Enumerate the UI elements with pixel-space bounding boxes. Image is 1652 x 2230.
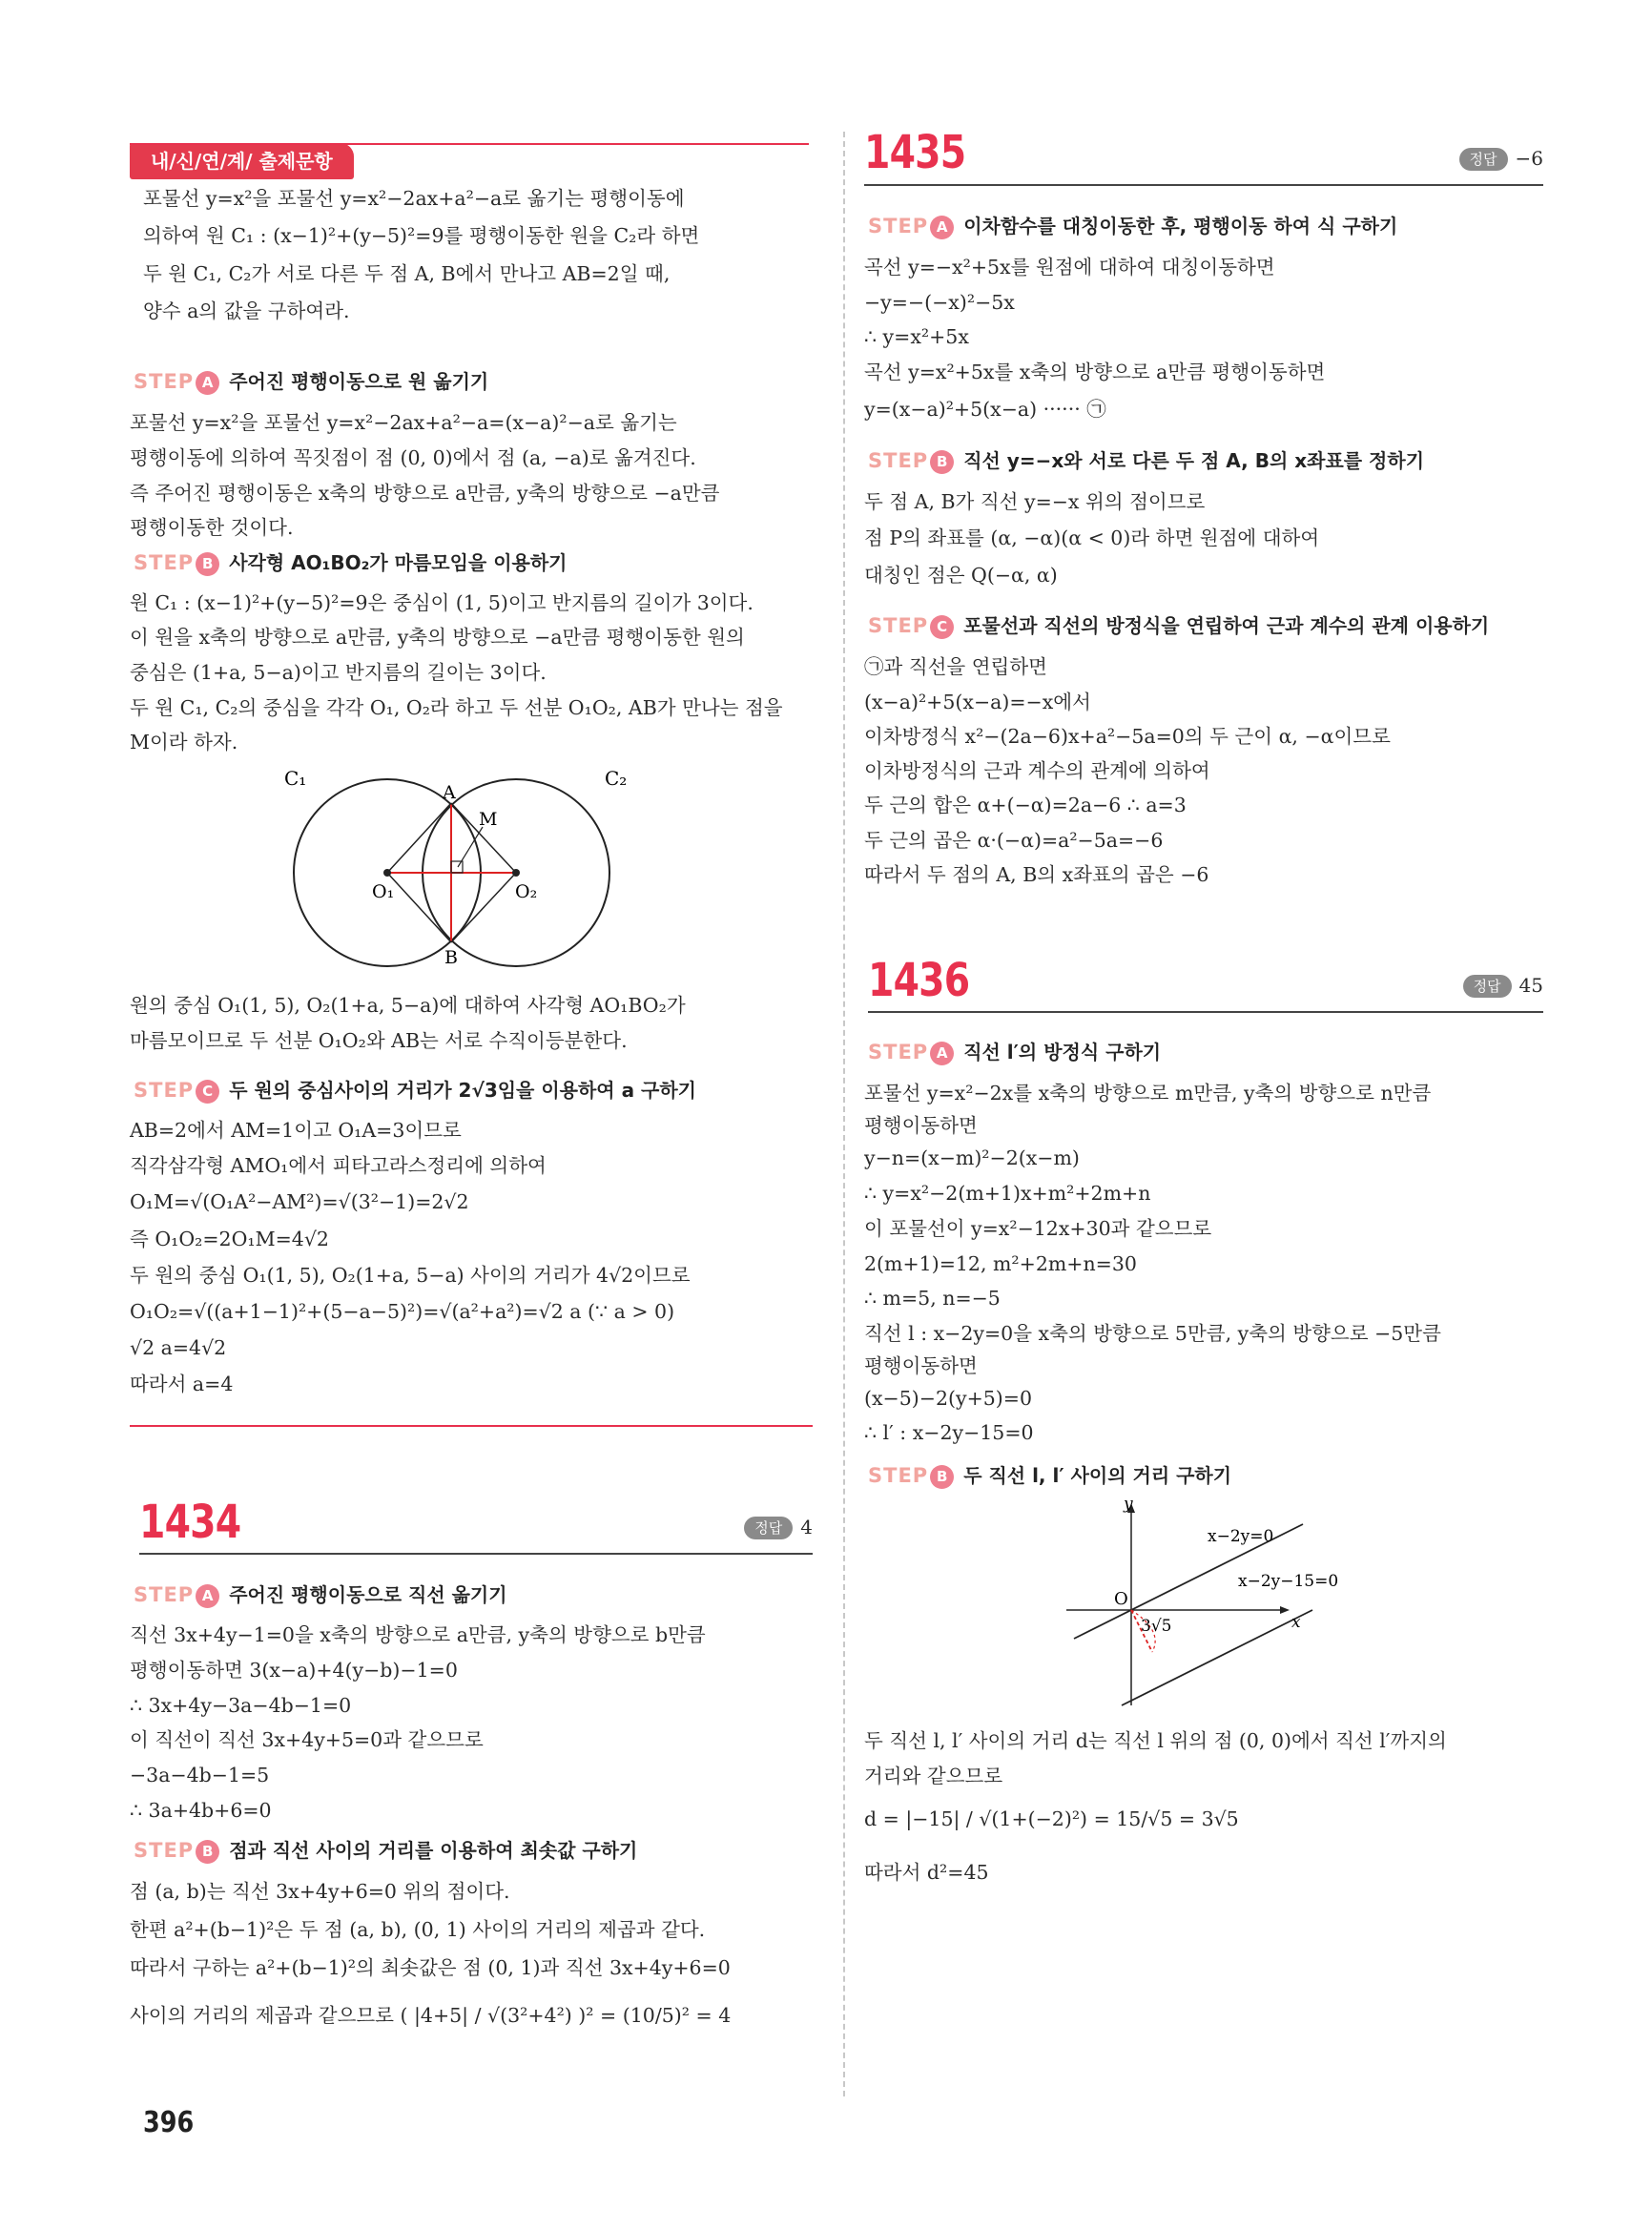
p1434-line: 한편 a²+(b−1)²은 두 점 (a, b), (0, 1) 사이의 거리의 제곱과 같다. (130, 1918, 706, 1941)
p1434-step-a-heading: STEP A 주어진 평행이동으로 직선 옮기기 (134, 1583, 507, 1606)
point-o1 (383, 869, 391, 877)
p1436-line: (x−5)−2(y+5)=0 (864, 1387, 1033, 1410)
answer-badge: 정답 (744, 1517, 793, 1539)
p1436-step-a-heading: STEP A 직선 l′의 방정식 구하기 (868, 1041, 1162, 1063)
label-c1: C₁ (284, 768, 307, 790)
label-x: x (1291, 1613, 1301, 1632)
segment-o2b (451, 873, 516, 942)
step-b-after-line: 마름모이므로 두 선분 O₁O₂와 AB는 서로 수직이등분한다. (130, 1029, 628, 1052)
p1434-line: ∴ 3a+4b+6=0 (130, 1799, 272, 1822)
step-c-line: 두 원의 중심 O₁(1, 5), O₂(1+a, 5−a) 사이의 거리가 4√2이므로 (130, 1264, 691, 1287)
step-c-line: AB=2에서 AM=1이고 O₁A=3이므로 (130, 1119, 462, 1142)
intro-line: 두 원 C₁, C₂가 서로 다른 두 점 A, B에서 만나고 AB=2일 때, (143, 262, 671, 285)
p1435-line: 곡선 y=x²+5x를 x축의 방향으로 a만큼 평행이동하면 (864, 361, 1326, 383)
p1436-line: y−n=(x−m)²−2(x−m) (864, 1146, 1080, 1169)
problem-rule-1436 (868, 1011, 1543, 1013)
label-o1: O₁ (372, 881, 395, 902)
step-b-heading: STEP B 사각형 AO₁BO₂가 마름모임을 이용하기 (134, 551, 568, 574)
answer-value: 4 (800, 1516, 813, 1538)
p1435-line: (x−a)²+5(x−a)=−x에서 (864, 691, 1091, 713)
p1436-line: 평행이동하면 (864, 1354, 978, 1377)
two-circles-figure (273, 768, 673, 973)
problem-number-1435: 1435 (864, 126, 966, 179)
p1434-line: 평행이동하면 3(x−a)+4(y−b)−1=0 (130, 1659, 458, 1682)
p1436-line: ∴ l′ : x−2y−15=0 (864, 1421, 1034, 1444)
p1434-line: −3a−4b−1=5 (130, 1764, 270, 1786)
step-b-line: 두 원 C₁, C₂의 중심을 각각 O₁, O₂라 하고 두 선분 O₁O₂, AB가 만나는 점을 (130, 696, 783, 719)
step-c-line: O₁M=√(O₁A²−AM²)=√(3²−1)=2√2 (130, 1190, 469, 1213)
intro-top-rule (130, 143, 809, 145)
step-b-line: 이 원을 x축의 방향으로 a만큼, y축의 방향으로 −a만큼 평행이동한 원의 (130, 626, 745, 649)
answer-1435 (1459, 145, 1543, 172)
page-number: 396 (143, 2106, 195, 2139)
problem-number-1436: 1436 (868, 954, 970, 1007)
label-m: M (479, 809, 498, 830)
p1436-line: 거리와 같으므로 (864, 1765, 1003, 1787)
point-o2 (512, 869, 520, 877)
p1436-line: ∴ m=5, n=−5 (864, 1287, 1001, 1310)
p1434-line: 직선 3x+4y−1=0을 x축의 방향으로 a만큼, y축의 방향으로 b만큼 (130, 1623, 706, 1646)
p1436-line: 직선 l : x−2y=0을 x축의 방향으로 5만큼, y축의 방향으로 −5만큼 (864, 1322, 1441, 1345)
p1436-line: 포물선 y=x²−2x를 x축의 방향으로 m만큼, y축의 방향으로 n만큼 (864, 1082, 1432, 1105)
p1435-line: 점 P의 좌표를 (α, −α)(α < 0)라 하면 원점에 대하여 (864, 527, 1320, 549)
p1436-line: 2(m+1)=12, m²+2m+n=30 (864, 1252, 1137, 1275)
p1434-line: 점 (a, b)는 직선 3x+4y+6=0 위의 점이다. (130, 1880, 510, 1903)
column-divider (843, 132, 845, 2096)
p1434-line: 사이의 거리의 제곱과 같으므로 ( |4+5| / √(3²+4²) )² = (10/5)² = 4 (130, 2004, 732, 2027)
answer-1434 (744, 1514, 813, 1540)
step-b-after-line: 원의 중심 O₁(1, 5), O₂(1+a, 5−a)에 대하여 사각형 AO₁BO₂가 (130, 994, 686, 1017)
step-a-line: 평행이동에 의하여 꼭짓점이 점 (0, 0)에서 점 (a, −a)로 옮겨진다. (130, 446, 696, 469)
p1434-line: 이 직선이 직선 3x+4y+5=0과 같으므로 (130, 1728, 484, 1751)
intro-line: 의하여 원 C₁ : (x−1)²+(y−5)²=9를 평행이동한 원을 C₂라 하면 (143, 224, 700, 247)
intro-line: 양수 a의 값을 구하여라. (143, 299, 350, 322)
answer-value: −6 (1515, 147, 1543, 170)
label-c2: C₂ (605, 768, 628, 790)
label-b: B (444, 947, 458, 968)
p1436-line: 이 포물선이 y=x²−12x+30과 같으므로 (864, 1217, 1212, 1240)
p1435-line: y=(x−a)²+5(x−a) ······ ㉠ (864, 398, 1106, 421)
intro-bottom-rule (130, 1425, 813, 1427)
problem-rule-1435 (864, 184, 1543, 186)
p1435-line: 이차방정식 x²−(2a−6)x+a²−5a=0의 두 근이 α, −α이므로 (864, 725, 1391, 748)
step-c-line: 직각삼각형 AMO₁에서 피타고라스정리에 의하여 (130, 1154, 547, 1177)
p1435-line: 따라서 두 점의 A, B의 x좌표의 곱은 −6 (864, 863, 1209, 886)
p1435-line: 곡선 y=−x²+5x를 원점에 대하여 대칭이동하면 (864, 256, 1275, 279)
p1436-step-b-heading: STEP B 두 직선 l, l′ 사이의 거리 구하기 (868, 1464, 1232, 1487)
p1435-line: 이차방정식의 근과 계수의 관계에 의하여 (864, 759, 1210, 782)
p1434-step-b-heading: STEP B 점과 직선 사이의 거리를 이용하여 최솟값 구하기 (134, 1839, 638, 1862)
p1436-line: 평행이동하면 (864, 1114, 978, 1137)
step-c-heading: STEP C 두 원의 중심사이의 거리가 2√3임을 이용하여 a 구하기 (134, 1079, 696, 1102)
m-pointer (458, 827, 483, 867)
step-b-line: 원 C₁ : (x−1)²+(y−5)²=9은 중심이 (1, 5)이고 반지름의 길이가 3이다. (130, 591, 754, 614)
p1435-line: 대칭인 점은 Q(−α, α) (864, 564, 1058, 587)
step-c-line: O₁O₂=√((a+1−1)²+(5−a−5)²)=√(a²+a²)=√2 a (∵ a > 0) (130, 1300, 675, 1323)
step-c-line: 즉 O₁O₂=2O₁M=4√2 (130, 1228, 329, 1250)
p1435-line: 두 근의 합은 α+(−α)=2a−6 ∴ a=3 (864, 794, 1187, 816)
p1436-line: ∴ y=x²−2(m+1)x+m²+2m+n (864, 1182, 1151, 1205)
label-o2: O₂ (515, 881, 538, 902)
step-c-line: 따라서 a=4 (130, 1373, 234, 1395)
step-c-line: √2 a=4√2 (130, 1336, 227, 1359)
answer-1436 (1463, 972, 1543, 999)
label-distance: 3√5 (1141, 1617, 1172, 1636)
answer-value: 45 (1518, 974, 1543, 997)
segment-o1b (387, 873, 451, 942)
step-b-line: 중심은 (1+a, 5−a)이고 반지름의 길이는 3이다. (130, 661, 547, 684)
p1435-line: 두 근의 곱은 α·(−α)=a²−5a=−6 (864, 829, 1164, 852)
label-a: A (443, 782, 456, 803)
p1434-line: ∴ 3x+4y−3a−4b−1=0 (130, 1694, 352, 1717)
step-a-line: 평행이동한 것이다. (130, 516, 294, 539)
p1436-line: 따라서 d²=45 (864, 1861, 989, 1884)
p1435-line: ㉠과 직선을 연립하면 (864, 655, 1047, 678)
answer-badge: 정답 (1459, 148, 1508, 171)
related-problem-tag: 내/신/연/계/ 출제문항 (130, 143, 354, 179)
p1434-line: 따라서 구하는 a²+(b−1)²의 최솟값은 점 (0, 1)과 직선 3x+4y+6=0 (130, 1956, 731, 1979)
step-a-line: 포물선 y=x²을 포물선 y=x²−2ax+a²−a=(x−a)²−a로 옮기는 (130, 411, 677, 434)
step-a-line: 즉 주어진 평행이동은 x축의 방향으로 a만큼, y축의 방향으로 −a만큼 (130, 482, 720, 505)
label-y: y (1124, 1497, 1133, 1514)
step-a-heading: STEP A 주어진 평행이동으로 원 옮기기 (134, 370, 489, 393)
p1435-step-a-heading: STEP A 이차함수를 대칭이동한 후, 평행이동 하여 식 구하기 (868, 215, 1398, 237)
p1435-line: ∴ y=x²+5x (864, 325, 969, 348)
p1435-step-c-heading: STEP C 포물선과 직선의 방정식을 연립하여 근과 계수의 관계 이용하기 (868, 614, 1490, 637)
intro-line: 포물선 y=x²을 포물선 y=x²−2ax+a²−a로 옮기는 평행이동에 (143, 187, 685, 210)
p1435-line: 두 점 A, B가 직선 y=−x 위의 점이므로 (864, 490, 1206, 513)
p1436-line: 두 직선 l, l′ 사이의 거리 d는 직선 l 위의 점 (0, 0)에서 직선 l′까지의 (864, 1729, 1447, 1752)
p1435-step-b-heading: STEP B 직선 y=−x와 서로 다른 두 점 A, B의 x좌표를 정하기 (868, 449, 1425, 472)
x-axis-arrow (1280, 1606, 1290, 1614)
p1436-line: d = |−15| / √(1+(−2)²) = 15/√5 = 3√5 (864, 1807, 1239, 1830)
p1435-line: −y=−(−x)²−5x (864, 291, 1015, 314)
label-line-l: x−2y=0 (1208, 1527, 1274, 1546)
parallel-lines-figure (1064, 1497, 1351, 1717)
step-b-line: M이라 하자. (130, 731, 238, 754)
label-origin: O (1114, 1589, 1128, 1609)
problem-number-1434: 1434 (139, 1496, 241, 1549)
segment-o1a (387, 803, 451, 873)
problem-rule-1434 (139, 1553, 813, 1555)
label-line-l-prime: x−2y−15=0 (1238, 1572, 1339, 1591)
answer-badge: 정답 (1463, 975, 1512, 998)
